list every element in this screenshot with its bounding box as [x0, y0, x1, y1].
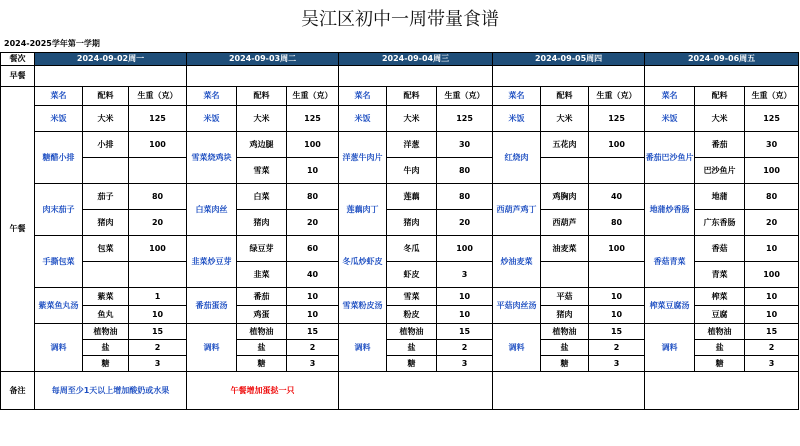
weight-value: 3	[745, 356, 799, 372]
col-header-dish: 菜名	[187, 87, 237, 106]
col-header-ingredient: 配料	[237, 87, 287, 106]
day-header: 2024-09-03周二	[187, 53, 339, 66]
day-header: 2024-09-05周四	[493, 53, 645, 66]
remark-cell	[339, 372, 493, 410]
ingredient: 番茄	[695, 132, 745, 158]
weight-value: 20	[745, 210, 799, 236]
weight-value: 3	[437, 262, 493, 288]
dish-name: 韭菜炒豆芽	[187, 236, 237, 288]
weight-value: 15	[129, 324, 187, 340]
weight-value	[589, 262, 645, 288]
weight-value: 30	[437, 132, 493, 158]
dish-name: 米饭	[187, 106, 237, 132]
weight-value: 1	[129, 288, 187, 306]
dish-name: 调料	[35, 324, 83, 372]
ingredient	[541, 262, 589, 288]
col-header-weight: 生重（克）	[437, 87, 493, 106]
ingredient: 小排	[83, 132, 129, 158]
ingredient: 盐	[83, 340, 129, 356]
weight-value: 125	[745, 106, 799, 132]
weight-value: 10	[437, 288, 493, 306]
dish-name: 冬瓜炒虾皮	[339, 236, 387, 288]
dish-name: 莲藕肉丁	[339, 184, 387, 236]
ingredient: 盐	[387, 340, 437, 356]
ingredient: 五花肉	[541, 132, 589, 158]
ingredient: 植物油	[387, 324, 437, 340]
weight-value: 125	[129, 106, 187, 132]
weight-value: 100	[437, 236, 493, 262]
ingredient: 豆腐	[695, 306, 745, 324]
ingredient: 西葫芦	[541, 210, 589, 236]
ingredient: 糖	[695, 356, 745, 372]
weight-value: 15	[589, 324, 645, 340]
weight-value: 80	[437, 184, 493, 210]
dish-name: 番茄蛋汤	[187, 288, 237, 324]
weight-value: 80	[437, 158, 493, 184]
ingredient: 莲藕	[387, 184, 437, 210]
ingredient: 鸡蛋	[237, 306, 287, 324]
ingredient: 青菜	[695, 262, 745, 288]
weight-value	[129, 158, 187, 184]
col-header-weight: 生重（克）	[287, 87, 339, 106]
weight-value: 10	[437, 306, 493, 324]
ingredient	[83, 262, 129, 288]
weight-value: 3	[437, 356, 493, 372]
ingredient: 猪肉	[387, 210, 437, 236]
col-header-ingredient: 配料	[541, 87, 589, 106]
breakfast-cell	[339, 66, 493, 87]
breakfast-label: 早餐	[1, 66, 35, 87]
col-header-dish: 菜名	[645, 87, 695, 106]
ingredient: 紫菜	[83, 288, 129, 306]
col-header-weight: 生重（克）	[589, 87, 645, 106]
ingredient: 广东香肠	[695, 210, 745, 236]
ingredient: 糖	[541, 356, 589, 372]
ingredient: 鸡边腿	[237, 132, 287, 158]
weight-value: 2	[437, 340, 493, 356]
weight-value: 20	[437, 210, 493, 236]
col-header-ingredient: 配料	[387, 87, 437, 106]
ingredient: 茄子	[83, 184, 129, 210]
weight-value: 10	[745, 306, 799, 324]
ingredient: 糖	[237, 356, 287, 372]
weight-value	[589, 158, 645, 184]
weight-value: 10	[129, 306, 187, 324]
weight-value: 30	[745, 132, 799, 158]
weight-value: 10	[287, 306, 339, 324]
weight-value: 2	[129, 340, 187, 356]
dish-name: 调料	[645, 324, 695, 372]
weight-value: 10	[287, 288, 339, 306]
dish-name: 手撕包菜	[35, 236, 83, 288]
weight-value: 100	[589, 236, 645, 262]
weight-value: 3	[589, 356, 645, 372]
dish-name: 调料	[493, 324, 541, 372]
weight-value: 100	[589, 132, 645, 158]
dish-name: 红烧肉	[493, 132, 541, 184]
dish-name: 肉末茄子	[35, 184, 83, 236]
dish-name: 白菜肉丝	[187, 184, 237, 236]
ingredient: 鱼丸	[83, 306, 129, 324]
weight-value: 125	[437, 106, 493, 132]
ingredient: 盐	[237, 340, 287, 356]
weight-value: 80	[745, 184, 799, 210]
col-header-dish: 菜名	[339, 87, 387, 106]
col-header-dish: 菜名	[493, 87, 541, 106]
weight-value: 15	[437, 324, 493, 340]
ingredient: 包菜	[83, 236, 129, 262]
col-header-weight: 生重（克）	[129, 87, 187, 106]
ingredient: 洋葱	[387, 132, 437, 158]
weight-value: 2	[287, 340, 339, 356]
dish-name: 调料	[187, 324, 237, 372]
weight-value	[129, 262, 187, 288]
remark-note-tart: 午餐增加蛋挞一只	[187, 372, 339, 410]
ingredient: 地蒲	[695, 184, 745, 210]
ingredient: 植物油	[541, 324, 589, 340]
weight-value: 100	[287, 132, 339, 158]
dish-name: 米饭	[493, 106, 541, 132]
lunch-label: 午餐	[1, 87, 35, 372]
breakfast-cell	[35, 66, 187, 87]
weight-value: 20	[287, 210, 339, 236]
ingredient: 牛肉	[387, 158, 437, 184]
ingredient	[83, 158, 129, 184]
weight-value: 15	[287, 324, 339, 340]
dish-name: 西葫芦鸡丁	[493, 184, 541, 236]
dish-name: 榨菜豆腐汤	[645, 288, 695, 324]
ingredient: 植物油	[83, 324, 129, 340]
dish-name: 炒油麦菜	[493, 236, 541, 288]
dish-name: 调料	[339, 324, 387, 372]
ingredient: 盐	[695, 340, 745, 356]
weight-value: 2	[589, 340, 645, 356]
ingredient: 平菇	[541, 288, 589, 306]
weight-value: 125	[589, 106, 645, 132]
weight-value: 10	[745, 236, 799, 262]
page-title: 吴江区初中一周带量食谱	[301, 9, 499, 30]
dish-name: 平菇肉丝汤	[493, 288, 541, 324]
day-header: 2024-09-04周三	[339, 53, 493, 66]
dish-name: 糖醋小排	[35, 132, 83, 184]
ingredient	[541, 158, 589, 184]
ingredient: 猪肉	[83, 210, 129, 236]
ingredient: 植物油	[237, 324, 287, 340]
ingredient: 番茄	[237, 288, 287, 306]
breakfast-cell	[187, 66, 339, 87]
breakfast-cell	[645, 66, 799, 87]
ingredient: 油麦菜	[541, 236, 589, 262]
weight-value: 2	[745, 340, 799, 356]
weight-value: 100	[129, 132, 187, 158]
weight-value: 40	[287, 262, 339, 288]
ingredient: 冬瓜	[387, 236, 437, 262]
ingredient: 糖	[83, 356, 129, 372]
ingredient: 植物油	[695, 324, 745, 340]
remark-label: 备注	[1, 372, 35, 410]
col-header-ingredient: 配料	[83, 87, 129, 106]
ingredient: 巴沙鱼片	[695, 158, 745, 184]
weight-value: 10	[287, 158, 339, 184]
weight-value: 100	[745, 158, 799, 184]
weight-value: 80	[287, 184, 339, 210]
weight-value: 125	[287, 106, 339, 132]
ingredient: 虾皮	[387, 262, 437, 288]
day-header: 2024-09-02周一	[35, 53, 187, 66]
weight-value: 100	[129, 236, 187, 262]
weight-value: 20	[129, 210, 187, 236]
semester-label: 2024-2025学年第一学期	[4, 39, 100, 48]
ingredient: 雪菜	[237, 158, 287, 184]
weight-value: 40	[589, 184, 645, 210]
ingredient: 韭菜	[237, 262, 287, 288]
dish-name: 米饭	[339, 106, 387, 132]
weight-value: 80	[589, 210, 645, 236]
weight-value: 10	[745, 288, 799, 306]
weight-value: 3	[287, 356, 339, 372]
dish-name: 香菇青菜	[645, 236, 695, 288]
weight-value: 3	[129, 356, 187, 372]
ingredient: 大米	[237, 106, 287, 132]
ingredient: 大米	[541, 106, 589, 132]
ingredient: 大米	[695, 106, 745, 132]
ingredient: 糖	[387, 356, 437, 372]
remark-cell	[645, 372, 799, 410]
col-header-weight: 生重（克）	[745, 87, 799, 106]
dish-name: 洋葱牛肉片	[339, 132, 387, 184]
remark-cell	[493, 372, 645, 410]
weight-value: 80	[129, 184, 187, 210]
ingredient: 猪肉	[237, 210, 287, 236]
ingredient: 绿豆芽	[237, 236, 287, 262]
ingredient: 盐	[541, 340, 589, 356]
ingredient: 雪菜	[387, 288, 437, 306]
weight-value: 100	[745, 262, 799, 288]
ingredient: 猪肉	[541, 306, 589, 324]
dish-name: 雪菜粉皮汤	[339, 288, 387, 324]
day-header: 2024-09-06周五	[645, 53, 799, 66]
weight-value: 15	[745, 324, 799, 340]
weight-value: 10	[589, 306, 645, 324]
ingredient: 粉皮	[387, 306, 437, 324]
ingredient: 大米	[83, 106, 129, 132]
col-header-ingredient: 配料	[695, 87, 745, 106]
dish-name: 紫菜鱼丸汤	[35, 288, 83, 324]
remark-note-fruit: 每周至少1天以上增加酸奶或水果	[35, 372, 187, 410]
ingredient: 香菇	[695, 236, 745, 262]
ingredient: 大米	[387, 106, 437, 132]
menu-table	[0, 52, 799, 410]
dish-name: 地蒲炒香肠	[645, 184, 695, 236]
dish-name: 雪菜烧鸡块	[187, 132, 237, 184]
ingredient: 鸡胸肉	[541, 184, 589, 210]
weight-value: 60	[287, 236, 339, 262]
dish-name: 米饭	[35, 106, 83, 132]
ingredient: 白菜	[237, 184, 287, 210]
meal-column-header: 餐次	[1, 53, 35, 66]
dish-name: 米饭	[645, 106, 695, 132]
dish-name: 番茄巴沙鱼片	[645, 132, 695, 184]
col-header-dish: 菜名	[35, 87, 83, 106]
weight-value: 10	[589, 288, 645, 306]
ingredient: 榨菜	[695, 288, 745, 306]
breakfast-cell	[493, 66, 645, 87]
